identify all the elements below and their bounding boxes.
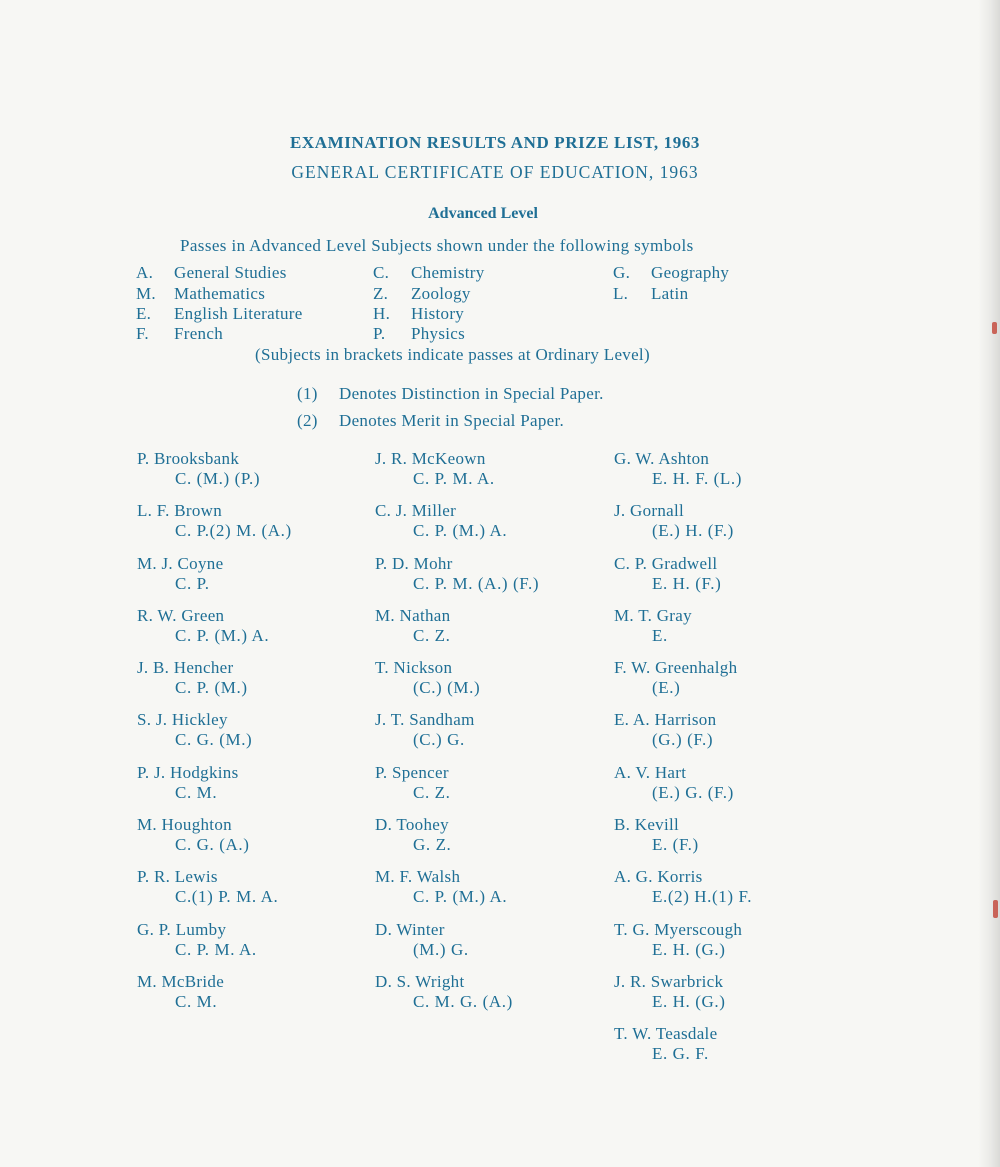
student-name: A. V. Hart	[614, 762, 687, 782]
student-entry	[375, 867, 539, 919]
student-subjects: C. P. M. (A.) (F.)	[413, 573, 540, 593]
student-entry	[614, 449, 752, 501]
symbol-code: H.	[373, 304, 391, 323]
student-subjects: E. (F.)	[652, 835, 699, 855]
student-entry	[614, 867, 752, 919]
student-name: A. G. Korris	[614, 867, 703, 887]
student-name: M. Nathan	[375, 605, 451, 625]
student-name: F. W. Greenhalgh	[614, 658, 738, 678]
student-entry	[614, 501, 752, 553]
student-name: B. Kevill	[614, 815, 680, 835]
student-entry	[137, 606, 292, 658]
symbol-item	[136, 304, 303, 324]
student-entry	[375, 920, 539, 972]
student-subjects: C. (M.) (P.)	[175, 469, 261, 488]
student-name: M. Houghton	[137, 815, 232, 835]
student-entry	[375, 449, 539, 501]
student-entry	[137, 920, 292, 972]
footnote-text: Denotes Merit in Special Paper.	[339, 411, 565, 430]
symbol-item	[373, 304, 464, 324]
student-entry	[614, 658, 752, 710]
student-subjects: C. P.(2) M. (A.)	[175, 521, 292, 541]
student-subjects: E.(2) H.(1) F.	[652, 887, 753, 907]
student-name: R. W. Green	[137, 605, 225, 625]
student-name: J. B. Hencher	[137, 658, 234, 678]
student-subjects: C. M.	[175, 782, 218, 802]
symbol-subject: English Literature	[174, 304, 303, 323]
symbol-item	[136, 284, 265, 304]
student-subjects: E. G. F.	[652, 1044, 709, 1064]
symbol-code: E.	[136, 304, 152, 323]
student-entry	[137, 867, 292, 919]
symbol-item	[613, 263, 729, 283]
student-subjects: (C.) G.	[413, 730, 465, 750]
student-name: P. D. Mohr	[375, 553, 453, 573]
student-entry	[137, 815, 292, 867]
student-name: M. T. Gray	[614, 605, 692, 625]
student-entry	[614, 1024, 752, 1076]
symbol-item	[373, 324, 465, 344]
student-entry	[375, 606, 539, 658]
student-name: J. Gornall	[614, 501, 685, 521]
student-entry	[375, 972, 539, 1024]
page-title: EXAMINATION RESULTS AND PRIZE LIST, 1963	[289, 133, 701, 152]
symbol-subject: Latin	[651, 284, 689, 303]
student-entry	[375, 815, 539, 867]
student-subjects: E.	[652, 625, 668, 645]
symbol-code: C.	[373, 263, 390, 282]
footnote-number: (1)	[297, 384, 318, 403]
student-entry	[137, 972, 292, 1024]
student-entry	[614, 920, 752, 972]
student-entry	[375, 501, 539, 553]
symbol-item	[373, 263, 485, 283]
student-name: P. Brooksbank	[137, 449, 240, 468]
student-entry	[137, 658, 292, 710]
student-entry	[375, 710, 539, 762]
student-subjects: C. P.	[175, 573, 210, 593]
symbol-subject: Geography	[651, 263, 730, 282]
student-name: E. A. Harrison	[614, 710, 717, 730]
student-entry	[137, 710, 292, 762]
student-entry	[375, 554, 539, 606]
symbol-subject: Mathematics	[174, 284, 266, 303]
student-subjects: E. H. (G.)	[652, 939, 726, 959]
red-mark	[992, 322, 997, 334]
student-subjects: C. G. (A.)	[175, 835, 250, 855]
student-name: J. R. Swarbrick	[614, 971, 724, 991]
symbol-subject: History	[411, 304, 465, 323]
student-subjects: (G.) (F.)	[652, 730, 714, 750]
student-subjects: (E.) H. (F.)	[652, 521, 734, 541]
student-entry	[137, 763, 292, 815]
student-subjects: C. P. (M.)	[175, 678, 248, 698]
student-subjects: (E.) G. (F.)	[652, 782, 734, 802]
student-entry	[614, 710, 752, 762]
student-subjects: C.(1) P. M. A.	[175, 887, 279, 907]
symbol-item	[136, 324, 223, 344]
student-name: G. P. Lumby	[137, 919, 227, 939]
student-name: D. Winter	[375, 919, 445, 939]
student-entry	[375, 658, 539, 710]
symbol-item	[613, 284, 688, 304]
student-name: S. J. Hickley	[137, 710, 228, 730]
student-name: P. J. Hodgkins	[137, 762, 239, 782]
student-name: G. W. Ashton	[614, 449, 710, 468]
student-subjects: C. G. (M.)	[175, 730, 253, 750]
student-entry	[137, 554, 292, 606]
student-name: J. R. McKeown	[375, 449, 486, 468]
symbol-subject: Chemistry	[411, 263, 485, 282]
student-name: C. J. Miller	[375, 501, 457, 521]
symbol-item	[136, 263, 287, 283]
results-column-3	[614, 449, 752, 1077]
footnote	[297, 384, 604, 404]
student-name: C. P. Gradwell	[614, 553, 718, 573]
student-entry	[614, 763, 752, 815]
page-subtitle: GENERAL CERTIFICATE OF EDUCATION, 1963	[291, 162, 699, 182]
student-name: T. W. Teasdale	[614, 1024, 718, 1044]
student-subjects: E. H. F. (L.)	[652, 469, 743, 488]
student-subjects: (M.) G.	[413, 939, 469, 959]
student-entry	[375, 763, 539, 815]
brackets-note: (Subjects in brackets indicate passes at Ordinary Level)	[255, 345, 650, 364]
student-subjects: (E.)	[652, 678, 681, 698]
footnote	[297, 411, 564, 431]
student-name: M. J. Coyne	[137, 553, 224, 573]
results-column-1	[137, 449, 292, 1024]
student-subjects: (C.) (M.)	[413, 678, 481, 698]
red-mark	[993, 900, 998, 918]
student-subjects: C. P. M. A.	[413, 469, 495, 488]
symbol-code: F.	[136, 324, 149, 343]
student-name: T. G. Myerscough	[614, 919, 743, 939]
student-subjects: E. H. (G.)	[652, 991, 726, 1011]
student-entry	[614, 815, 752, 867]
student-subjects: C. M. G. (A.)	[413, 991, 513, 1011]
student-subjects: C. P. (M.) A.	[413, 521, 508, 541]
symbol-code: A.	[136, 263, 154, 282]
student-name: D. Toohey	[375, 815, 449, 835]
symbols-intro: Passes in Advanced Level Subjects shown under the following symbols	[180, 236, 694, 255]
symbol-subject: French	[174, 324, 224, 343]
student-subjects: C. Z.	[413, 625, 451, 645]
student-name: J. T. Sandham	[375, 710, 475, 730]
symbol-subject: General Studies	[174, 263, 287, 282]
results-column-2	[375, 449, 539, 1024]
student-name: P. R. Lewis	[137, 867, 218, 887]
student-name: P. Spencer	[375, 762, 449, 782]
footnote-text: Denotes Distinction in Special Paper.	[339, 384, 604, 403]
student-name: M. McBride	[137, 971, 225, 991]
student-name: M. F. Walsh	[375, 867, 461, 887]
student-name: D. S. Wright	[375, 971, 465, 991]
symbol-code: G.	[613, 263, 631, 282]
symbol-code: L.	[613, 284, 629, 303]
student-entry	[137, 449, 292, 501]
symbol-code: Z.	[373, 284, 389, 303]
student-entry	[614, 606, 752, 658]
student-subjects: C. P. (M.) A.	[413, 887, 508, 907]
student-subjects: C. Z.	[413, 782, 451, 802]
student-subjects: C. M.	[175, 991, 218, 1011]
symbol-code: M.	[136, 284, 156, 303]
symbol-code: P.	[373, 324, 386, 343]
symbol-subject: Physics	[411, 324, 466, 343]
section-heading: Advanced Level	[428, 205, 538, 222]
student-name: T. Nickson	[375, 658, 453, 678]
footnote-number: (2)	[297, 411, 318, 430]
student-name: L. F. Brown	[137, 501, 223, 521]
symbol-subject: Zoology	[411, 284, 471, 303]
symbol-item	[373, 284, 471, 304]
student-subjects: E. H. (F.)	[652, 573, 722, 593]
student-subjects: G. Z.	[413, 835, 452, 855]
student-entry	[137, 501, 292, 553]
student-entry	[614, 554, 752, 606]
student-entry	[614, 972, 752, 1024]
student-subjects: C. P. (M.) A.	[175, 625, 270, 645]
student-subjects: C. P. M. A.	[175, 939, 257, 959]
